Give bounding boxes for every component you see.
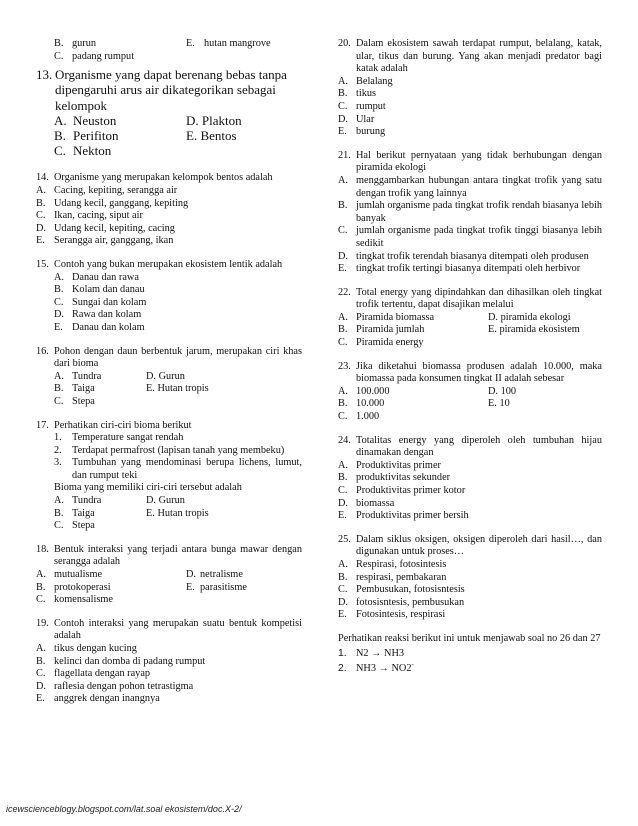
option-letter: E. [54,321,63,333]
option-text: D. piramida ekologi [488,311,571,323]
option-text: Pembusukan, fotosisntesis [356,584,465,596]
option-text: Neuston [73,112,117,128]
option-text: Taiga [72,383,95,395]
question-stem: Total energy yang dipindahkan dan dihasilkan oleh tingkat trofik tertentu, dapat disajikan melalui [356,286,602,311]
option-text: flagellata dengan rayap [54,668,151,680]
question-number: 23. [338,360,351,372]
option-text: Cacing, kepiting, serangga air [54,185,178,196]
option [338,485,602,498]
option-row [338,386,602,399]
option-row [338,337,602,350]
question-stem: Pohon dengan daun berbentuk jarum, merupakan ciri khas dari bioma [54,345,302,370]
option-text: E. Hutan tropis [146,383,209,395]
option-letter: D. [338,596,349,608]
option-text: Danau dan rawa [72,271,139,283]
option-text: Nekton [73,143,112,159]
option-letter: C. [36,594,46,606]
option-letter: C. [54,50,64,62]
question-16 [36,346,302,409]
option-letter: D. [338,113,349,125]
option [36,223,302,236]
option [36,656,302,669]
option-letter: A. [338,558,349,570]
option-text: komensalisme [54,594,113,606]
option-letter: E. [186,38,195,49]
question-number: 13. [36,67,53,83]
question-24 [338,435,602,523]
question-number: 19. [36,617,49,629]
option-letter: A. [338,385,349,397]
question-stem: Dalam siklus oksigen, oksigen diperoleh dari hasil…, dan digunakan untuk proses… [356,533,602,558]
option [338,609,602,622]
list-item [36,445,302,458]
option-letter: C. [54,296,64,308]
option [36,272,302,285]
option-letter: A. [338,311,349,323]
option-row [36,371,302,384]
option-text: Perifiton [73,128,119,143]
option-letter: E. [186,581,195,593]
option [36,643,302,656]
list-item [36,432,302,445]
question-12-tail [36,38,302,63]
option-letter: A. [54,112,67,128]
option [338,200,602,225]
option-row [36,113,302,128]
question-stem: Bentuk interaksi yang terjadi antara bunga mawar dengan serangga adalah [54,543,302,568]
option-letter: E. [36,235,45,247]
option [36,198,302,211]
reaction-item [338,661,602,676]
option-text: Piramida jumlah [356,324,425,336]
option [36,210,302,223]
option-row [36,128,302,143]
option-row [338,324,602,337]
option-text: Rawa dan kolam [72,309,142,321]
option [338,126,602,139]
option [338,584,602,597]
option-text: Ikan, cacing, siput air [54,210,143,222]
question-stem: Perhatikan ciri-ciri bioma berikut [54,419,192,431]
option-letter: B. [338,324,348,336]
option-letter: B. [36,197,46,209]
option-text: E. Bentos [186,128,237,143]
item-text: Temperature sangat rendah [72,432,184,444]
list-item [36,457,302,482]
option-text: 1.000 [356,411,380,423]
option-letter: B. [54,383,64,395]
question-stem: Contoh yang bukan merupakan ekosistem lentik adalah [54,258,283,270]
option-row [338,312,602,325]
option-row [36,396,302,409]
option-text: gurun [72,38,97,49]
option-letter: D. [186,569,197,581]
question-22 [338,287,602,350]
option-letter: C. [54,395,64,407]
option-text: Produktivitas primer [356,459,441,471]
option [338,225,602,250]
left-column [36,38,302,717]
question-prompt: Bioma yang memiliki ciri-ciri tersebut adalah [54,482,242,494]
option-text: rumput [356,100,386,112]
option-text: E. piramida ekosistem [488,324,580,336]
option-text: Belalang [356,75,393,87]
option-row [36,569,302,582]
option-text: E. 10 [488,398,510,410]
option-letter: C. [338,584,348,596]
option-letter: B. [54,128,66,143]
question-23 [338,361,602,424]
item-text: Tumbuhan yang mendominasi berupa lichens, lumut, dan rumput teki [72,457,302,481]
option-letter: B. [54,507,64,519]
question-stem: Contoh interaksi yang merupakan suatu bentuk kompetisi adalah [54,617,302,642]
option-text: Taiga [72,507,95,519]
option-text: netralisme [200,569,243,581]
option [338,472,602,485]
option-text: tingkat trofik tertingi biasanya ditempati oleh herbivor [356,263,581,275]
option-text: biomassa [356,497,395,509]
item-number: 3. [54,457,62,469]
option-text: produktivitas sekunder [356,472,451,484]
option-row [36,582,302,595]
option [338,597,602,610]
question-stem: Organisme yang merupakan kelompok bentos adalah [54,172,273,184]
option-text: Piramida biomassa [356,311,435,323]
option-text: Tundra [72,495,102,507]
option [338,101,602,114]
option-text: anggrek dengan inangnya [54,693,160,705]
option-letter: A. [36,569,47,581]
option-text: Stepa [72,395,95,407]
question-14 [36,172,302,248]
option-text: Udang kecil, kepiting, cacing [54,222,175,234]
option [338,263,602,276]
question-stem: Jika diketahui biomassa produsen adalah 10.000, maka biomassa pada konsumen tingkat II adalah sebesar [356,360,602,385]
option-row [36,594,302,607]
option [338,559,602,572]
option-text: Produktivitas primer bersih [356,510,469,522]
option-letter: B. [36,581,46,593]
question-number: 25. [338,533,351,545]
question-18 [36,544,302,607]
option-row [338,411,602,424]
option-letter: C. [338,411,348,423]
question-13 [36,67,302,158]
option [338,251,602,264]
question-number: 16. [36,345,49,357]
question-15 [36,259,302,335]
option-text: D. Gurun [146,495,185,507]
instruction-note: Perhatikan reaksi berikut ini untuk menjawab soal no 26 dan 27 [338,632,601,644]
option-letter: A. [36,185,47,196]
option-letter: A. [338,174,349,186]
question-17 [36,420,302,533]
option-text: padang rumput [72,50,135,62]
option-row [36,51,302,64]
question-19 [36,618,302,706]
item-number: 2. [54,444,62,456]
option-letter: E. [338,510,347,522]
option-letter: B. [338,571,348,583]
item-text: Terdapat permafrost (lapisan tanah yang membeku) [72,444,285,456]
option-text: E. Hutan tropis [146,507,209,519]
option-letter: A. [338,75,349,87]
option [36,297,302,310]
option-text: Kolam dan danau [72,284,145,296]
option [338,114,602,127]
reaction-text: NH3 → NO2 [356,662,412,674]
option-letter: E. [338,126,347,138]
option-text: Sungai dan kolam [72,296,147,308]
option-letter: A. [54,271,65,283]
option-text: Stepa [72,520,95,532]
question-number: 14. [36,172,49,184]
option-text: 10.000 [356,398,385,410]
option-text: Produktivitas primer kotor [356,485,466,496]
option-text: Ular [356,113,375,125]
option-text: protokoperasi [54,581,111,593]
option [338,76,602,89]
option-text: jumlah organisme pada tingkat trofik rendah biasanya lebih banyak [356,200,602,224]
option-letter: E. [338,263,347,275]
question-number: 22. [338,286,351,298]
option [36,681,302,694]
option-letter: B. [338,472,348,484]
option-letter: B. [338,200,348,212]
option [36,668,302,681]
option-letter: A. [36,643,47,654]
option-text: parasitisme [200,581,247,593]
option-letter: C. [338,100,348,112]
option-text: Tundra [72,370,102,382]
option-letter: B. [54,38,64,49]
option-text: Respirasi, fotosintesis [356,558,447,570]
option [338,572,602,585]
option-row [36,508,302,521]
option-letter: D. [54,309,65,321]
reaction-number: 1. [338,647,347,659]
option-text: Danau dan kolam [72,321,145,333]
question-stem: Organisme yang dapat berenang bebas tanpa dipengaruhi arus air dikategorikan sebagai kelompok [55,67,287,113]
question-stem: Dalam ekosistem sawah terdapat rumput, belalang, katak, ular, tikus dan burung. Yang akan menjadi predator bagi katak adalah [356,38,602,75]
question-number: 21. [338,149,351,161]
option-text: tikus dengan kucing [54,643,137,654]
reaction-number: 2. [338,662,347,674]
option [338,88,602,101]
option-letter: E. [338,609,347,621]
option-letter: C. [54,520,64,532]
option-text: respirasi, pembakaran [356,571,447,583]
option-letter: C. [54,143,66,159]
option-row [36,143,302,158]
option-letter: B. [338,88,348,100]
option-text: jumlah organisme pada tingkat trofik tinggi biasanya lebih sedikit [356,225,602,249]
option [36,284,302,297]
option [36,235,302,248]
option-text: fotosisntesis, pembusukan [356,596,465,608]
right-column [338,38,602,676]
question-stem: Totalitas energy yang diperoleh oleh tumbuhan hijau dinamakan dengan [356,434,602,459]
option-letter: C. [338,485,348,496]
option-row [36,383,302,396]
option-text: burung [356,126,386,138]
option [338,175,602,200]
option [36,693,302,706]
option [338,510,602,523]
reaction-text: N2 → NH3 [356,647,405,659]
option-text: Piramida energy [356,337,424,349]
option [36,185,302,198]
option-letter: D. [36,222,47,234]
option-text: mutualisme [54,569,103,581]
option-letter: C. [36,668,46,680]
option-text: D. 100 [488,385,517,397]
option-text: Serangga air, ganggang, ikan [54,235,174,247]
option-text: tingkat trofik terendah biasanya ditempati oleh produsen [356,250,589,262]
option [338,498,602,511]
option [36,322,302,335]
option-letter: D. [338,250,349,262]
option-row [36,38,302,51]
option-letter: D. [36,680,47,692]
footer-source: icewscienceblogy.blogspot.com/lat.soal ekosistem/doc.X-2/ [6,804,242,814]
charge-superscript: - [411,660,414,669]
option-text: D. Gurun [146,370,185,382]
option-letter: D. [338,497,349,509]
question-number: 17. [36,419,49,431]
option-text: raflesia dengan pohon tetrastigma [54,680,194,692]
option [338,460,602,473]
question-number: 18. [36,543,49,555]
question-number: 20. [338,38,351,49]
reaction-item [338,646,602,661]
option-text: kelinci dan domba di padang rumput [54,655,206,667]
option-text: tikus [356,88,377,100]
option-letter: B. [338,398,348,410]
option-letter: C. [36,210,46,222]
option-letter: E. [36,693,45,705]
option-letter: B. [36,655,46,667]
option-row [338,398,602,411]
option-letter: C. [338,337,348,349]
option [36,309,302,322]
option-row [36,495,302,508]
option-letter: C. [338,225,348,237]
option-text: D. Plakton [186,112,242,128]
item-number: 1. [54,432,62,444]
option-text: Fotosintesis, respirasi [356,609,446,621]
question-21 [338,150,602,276]
question-20 [338,38,602,139]
option-letter: A. [54,370,65,382]
option-letter: A. [54,495,65,507]
question-25 [338,534,602,622]
question-stem: Hal berikut pernyataan yang tidak berhubungan dengan piramida ekologi [356,149,602,174]
option-letter: A. [338,459,349,471]
option-text: 100.000 [356,385,390,397]
option-text: Udang kecil, ganggang, kepiting [54,197,189,209]
question-number: 24. [338,434,351,446]
option-text: menggambarkan hubungan antara tingkat trofik yang satu dengan trofik yang lainnya [356,174,602,199]
question-number: 15. [36,258,49,270]
option-letter: B. [54,284,64,296]
option-text: hutan mangrove [204,38,271,49]
option-row [36,520,302,533]
